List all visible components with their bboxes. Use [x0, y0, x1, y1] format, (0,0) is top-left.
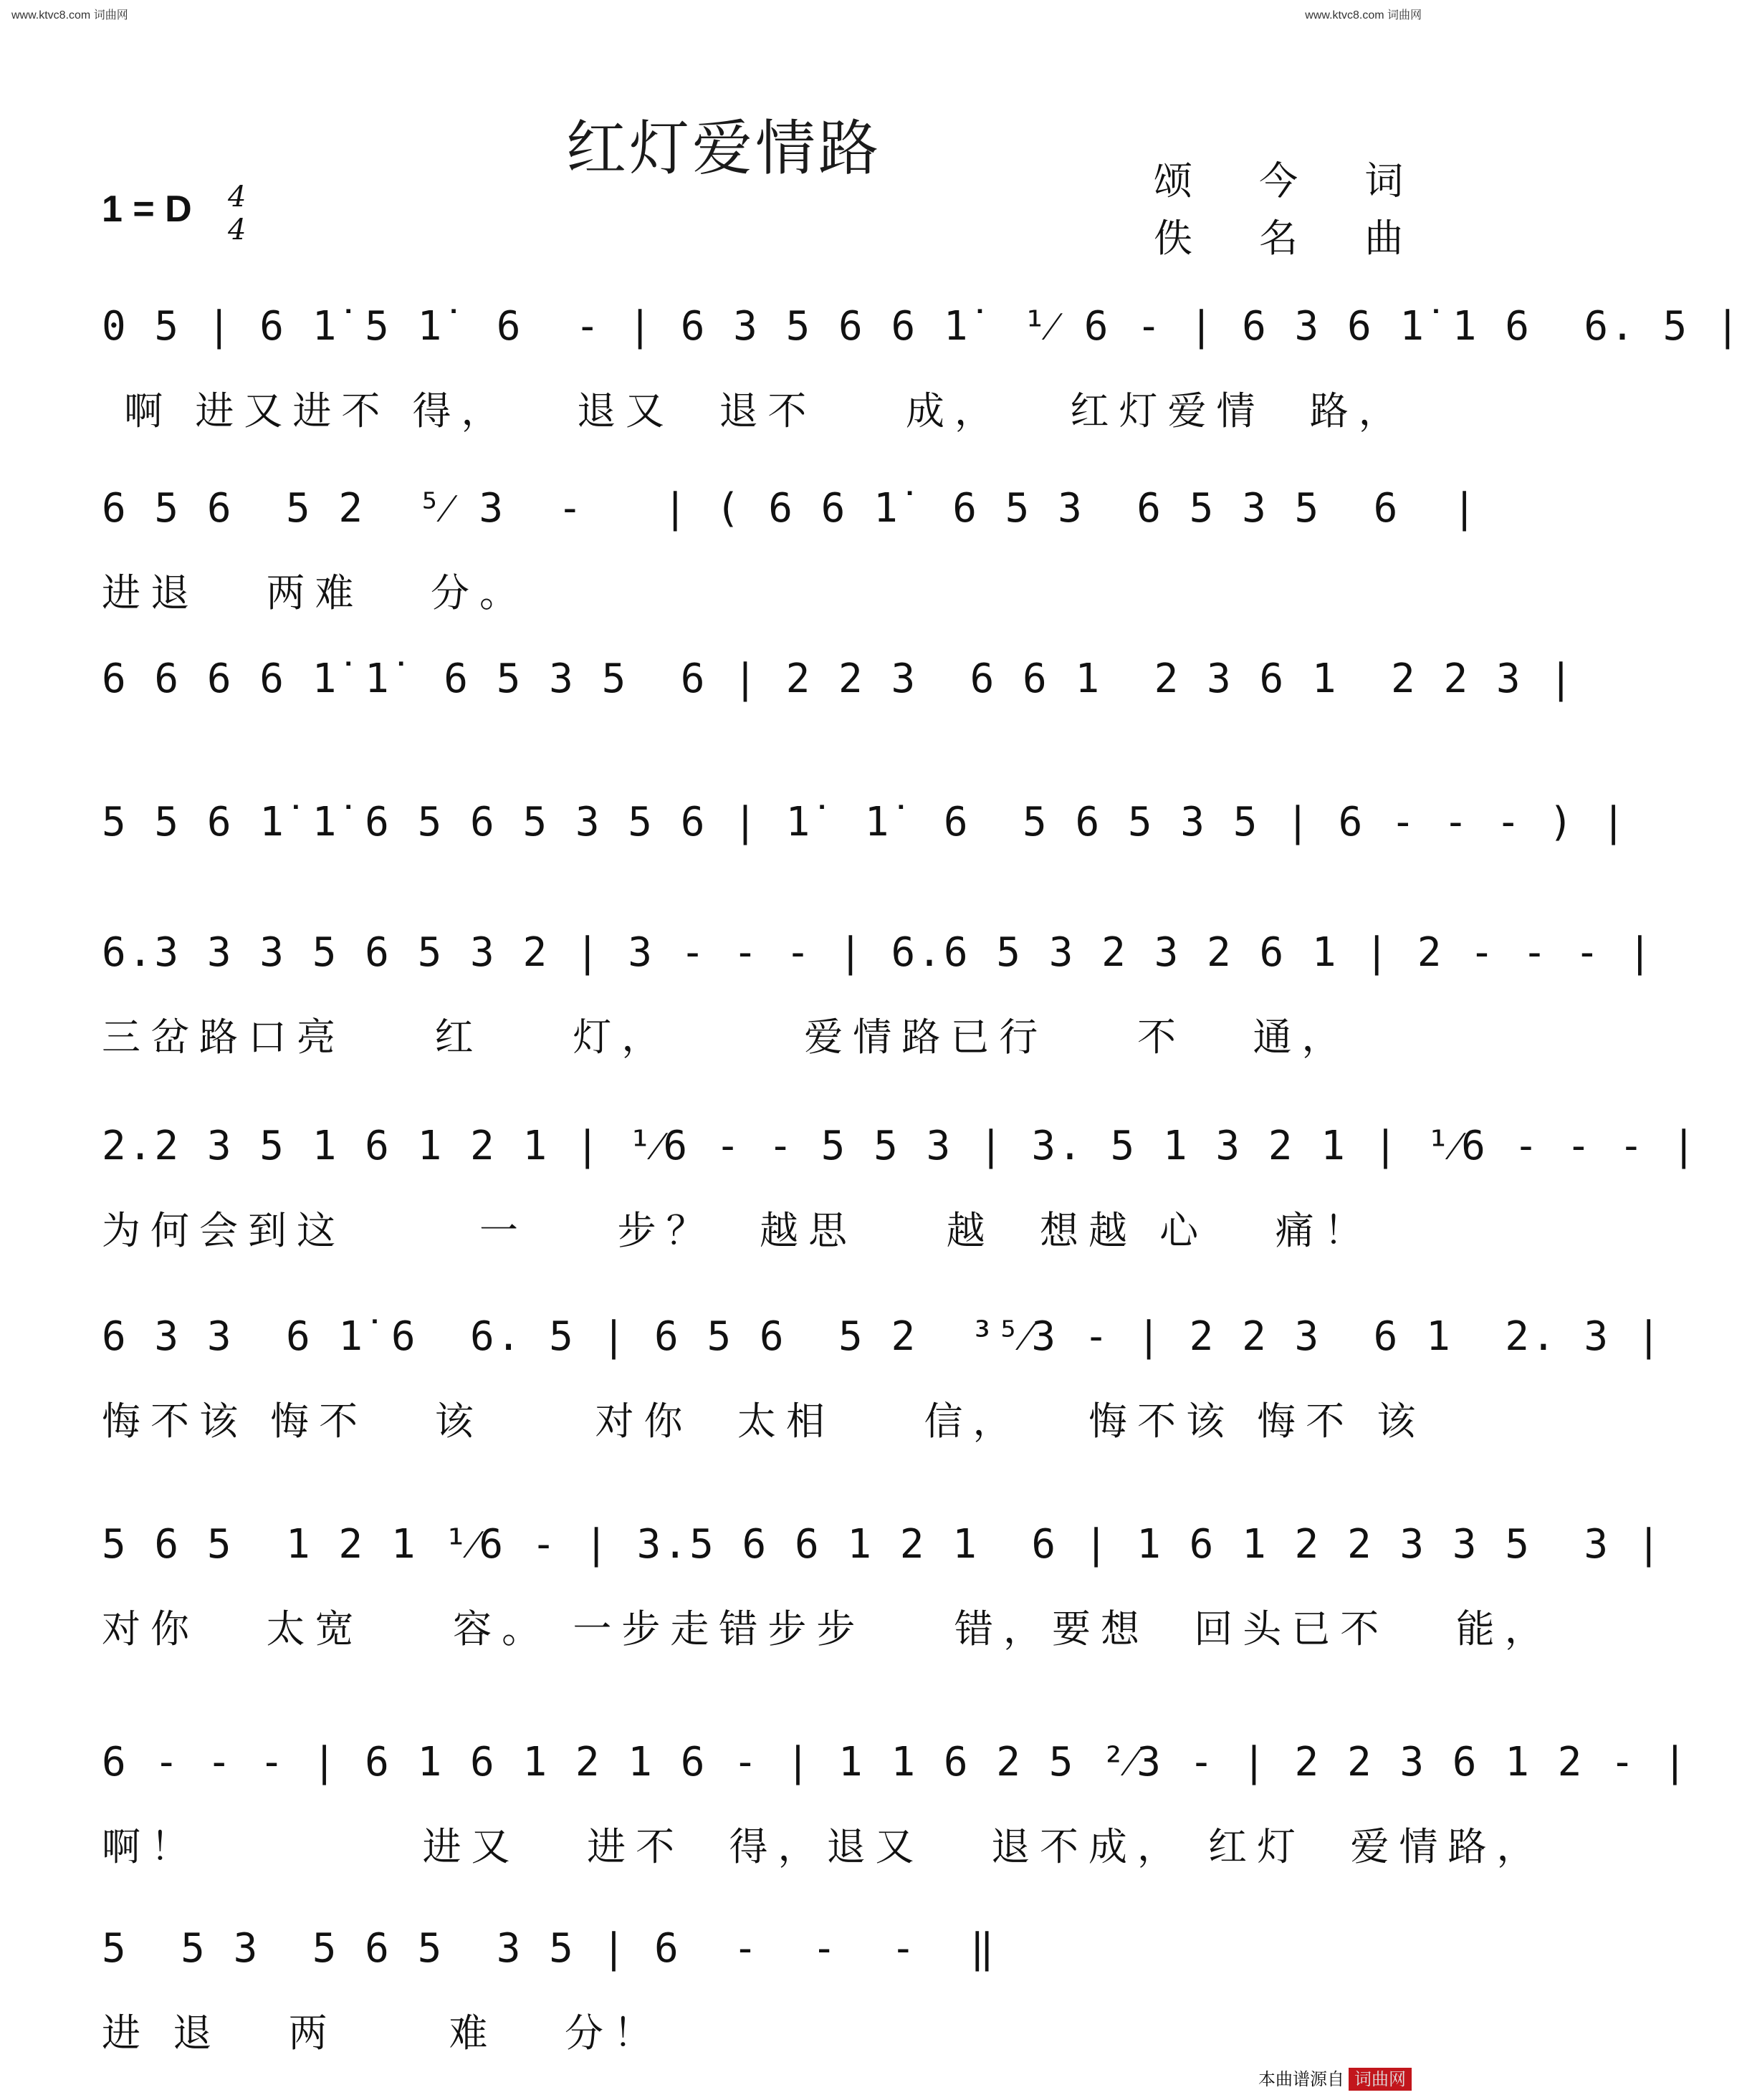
lyric-line: 进退 两难 分。	[102, 570, 528, 615]
time-signature-bottom: 4	[228, 214, 247, 246]
lyric-line: 啊！ 进又 进不 得，退又 退不成， 红灯 爱情路，	[102, 1824, 1546, 1869]
key-signature: 1 = D	[102, 188, 192, 230]
notation-line: 6 6 6 6 1̇ 1̇ 6 5 3 5 6 | 2 2 3 6 6 1 2 3 6 1 2 2 3 |	[102, 656, 1576, 702]
notation-line: 2.2 3 5 1 6 1 2 1 | ¹⁄6 - - 5 5 3 | 3. 5 1 3 2 1 | ¹⁄6 - - - |	[102, 1123, 1698, 1169]
lyric-line: 对你 太宽 容。 一步走错步步 错，要想 回头已不 能，	[102, 1606, 1554, 1651]
lyric-line: 三岔路口亮 红 灯， 爱情路已行 不 通，	[102, 1015, 1351, 1060]
lyric-line: 为何会到这 一 步？ 越思 越 想越 心 痛！	[102, 1208, 1373, 1253]
notation-line: 5 5 6 1̇ 1̇ 6 5 6 5 3 5 6 | 1̇ 1̇ 6 5 6 5 3 5 | 6 - - - ) |	[102, 799, 1628, 845]
notation-line: 6 5 6 5 2 ⁵⁄ 3 - | ( 6 6 1̇ 6 5 3 6 5 3 5 6 |	[102, 485, 1479, 532]
site-url-right[interactable]: www.ktvc8.com 词曲网	[1305, 9, 1422, 21]
notation-line: 6.3 3 3 5 6 5 3 2 | 3 - - - | 6.6 5 3 2 3 2 6 1 | 2 - - - |	[102, 929, 1655, 976]
notation-line: 0 5 | 6 1̇ 5 1̇ 6 - | 6 3 5 6 6 1̇ ¹⁄ 6 - | 6 3 6 1̇ 1 6 6. 5 |	[102, 303, 1742, 350]
site-url-left[interactable]: www.ktvc8.com 词曲网	[11, 9, 128, 21]
song-title: 红灯爱情路	[566, 113, 882, 183]
composer-credit: 佚 名 曲	[1154, 216, 1431, 261]
lyric-line: 悔不该 悔不 该 对你 太相 信， 悔不该 悔不 该	[102, 1399, 1426, 1444]
lyric-line: 进 退 两 难 分！	[102, 2010, 662, 2056]
notation-line: 5 6 5 1 2 1 ¹⁄6 - | 3.5 6 6 1 2 1 6 | 1 6 1 2 2 3 3 5 3 |	[102, 1521, 1663, 1568]
lyricist-credit: 颂 今 词	[1154, 158, 1431, 203]
notation-line: 6 3 3 6 1̇ 6 6. 5 | 6 5 6 5 2 ³⁵⁄3 - | 2 2 3 6 1 2. 3 |	[102, 1313, 1663, 1360]
notation-line: 5 5 3 5 6 5 3 5 | 6 - - - ‖	[102, 1925, 997, 1972]
source-label: 本曲谱源自	[1258, 2069, 1344, 2089]
lyric-line: 啊 进又进不 得， 退又 退不 成， 红灯爱情 路，	[102, 388, 1407, 433]
time-signature-top: 4	[228, 181, 247, 214]
brand-logo[interactable]: 词曲网	[1349, 2068, 1412, 2091]
source-stamp[interactable]	[1258, 2065, 1412, 2090]
notation-line: 6 - - - | 6 1 6 1 2 1 6 - | 1 1 6 2 5 ²⁄3 - | 2 2 3 6 1 2 - |	[102, 1739, 1690, 1785]
